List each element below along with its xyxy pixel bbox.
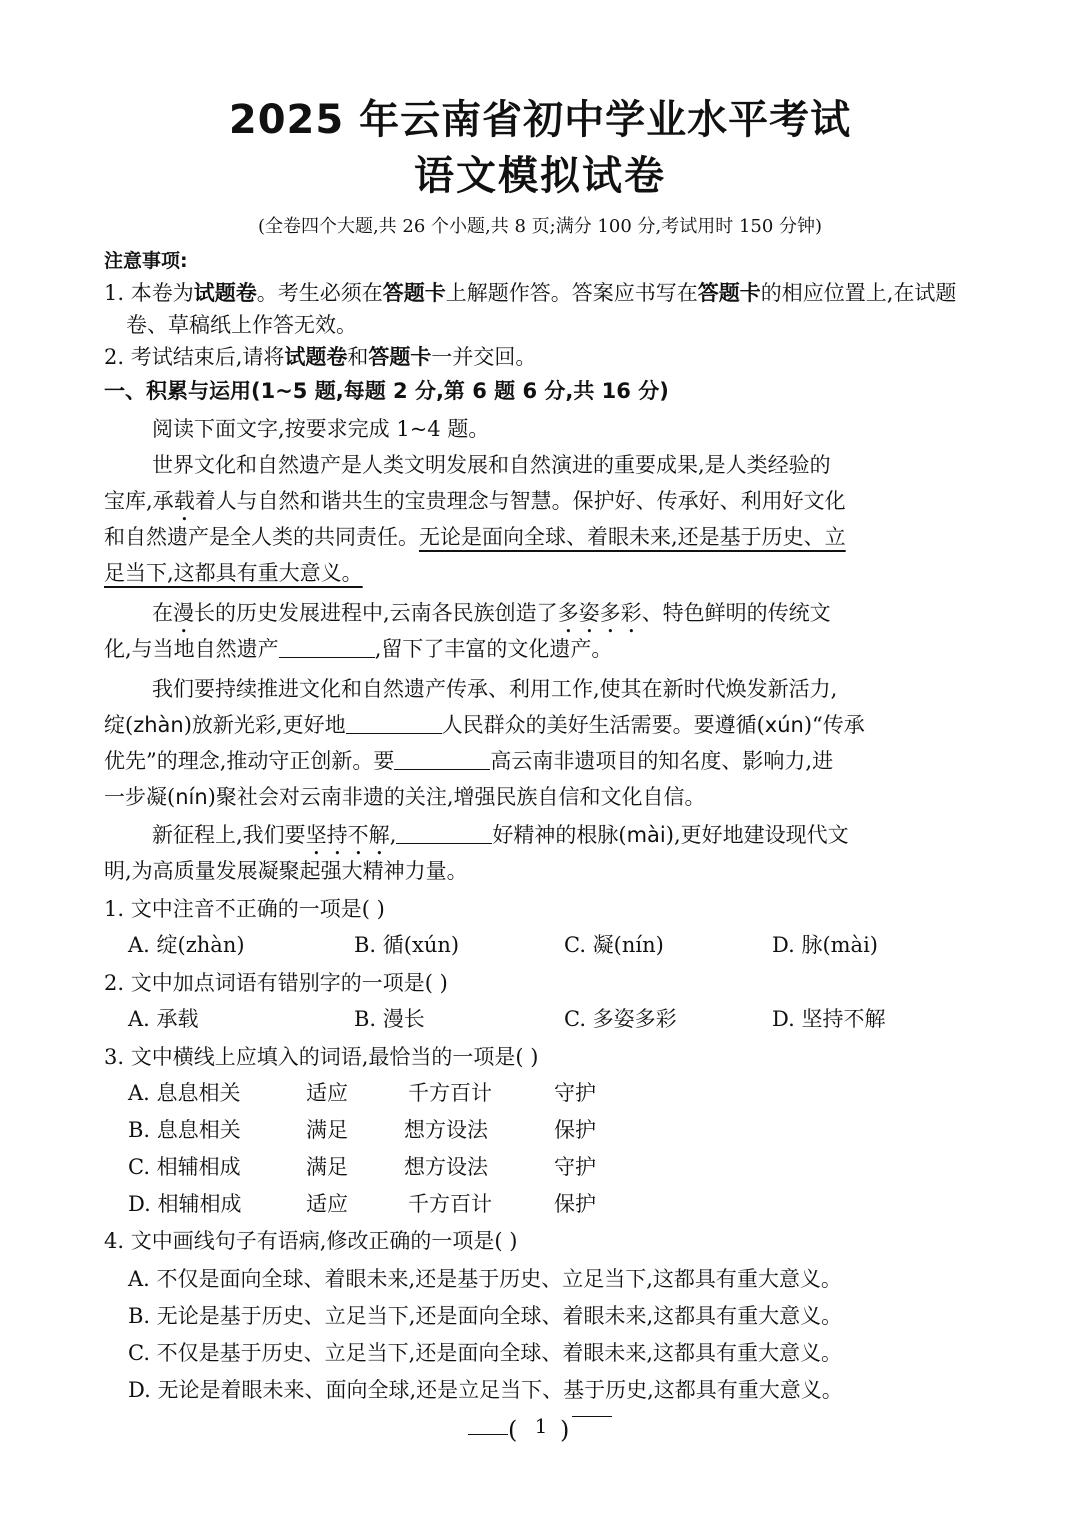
q3-option-b-word: 想方设法 — [404, 1118, 488, 1142]
q3-option-a[interactable]: A. 息息相关 — [128, 1081, 241, 1105]
q1-option-a[interactable]: A. 绽(zhàn) — [128, 933, 245, 957]
dotted-word: 载 — [173, 489, 195, 513]
underlined-sentence: 足当下,这都具有重大意义。 — [104, 561, 363, 585]
q3-option-b-word: 满足 — [306, 1118, 348, 1142]
passage-text: )聚社会对云南非遗的关注,增强民族自信和文化自信。 — [207, 785, 706, 809]
fill-blank[interactable] — [346, 711, 442, 734]
dotted-word: 坚持不解 — [305, 823, 390, 847]
notice-text: 的相应位置上,在试题 — [760, 281, 957, 305]
q3-option-d-word: 千方百计 — [408, 1192, 492, 1216]
exam-subtitle: 语文模拟试卷 — [414, 153, 666, 199]
passage-text: , — [389, 823, 397, 847]
q1-option-d[interactable]: D. 脉(mài) — [772, 933, 878, 957]
q3-option-d[interactable]: D. 相辅相成 — [128, 1192, 242, 1216]
q3-option-d-word: 适应 — [306, 1192, 348, 1216]
passage-line: 我们要持续推进文化和自然遗产传承、利用工作,使其在新时代焕发新活力, — [152, 677, 838, 701]
q1-option-c[interactable]: C. 凝(nín) — [564, 933, 664, 957]
section-heading: 一、积累与运用(1~5 题,每题 2 分,第 6 题 6 分,共 16 分) — [104, 379, 669, 403]
q4-option-d[interactable]: D. 无论是着眼未来、面向全球,还是立足当下、基于历史,这都具有重大意义。 — [128, 1378, 843, 1402]
notice-bold: 答题卡 — [368, 345, 432, 369]
q3-option-c-word: 守护 — [554, 1155, 596, 1179]
q4-option-c[interactable]: C. 不仅是基于历史、立足当下,还是面向全球、着眼未来,这都具有重大意义。 — [128, 1341, 843, 1365]
notice-bold: 答题卡 — [382, 281, 446, 305]
passage-text: 人民群众的美好生活需要。要遵循( — [441, 713, 765, 737]
notice-text: 一并交回。 — [431, 345, 537, 369]
passage-text: 绽( — [104, 713, 134, 737]
passage-line — [104, 522, 846, 552]
q2-option-a[interactable]: A. 承载 — [128, 1007, 199, 1031]
passage-line — [104, 746, 833, 776]
q3-option-c[interactable]: C. 相辅相成 — [128, 1155, 241, 1179]
q4-option-a[interactable]: A. 不仅是面向全球、着眼未来,还是基于历史、立足当下,这都具有重大意义。 — [128, 1267, 842, 1291]
passage-text: ),更好地建设现代文 — [665, 823, 849, 847]
q1-option-b[interactable]: B. 循(xún) — [354, 933, 460, 957]
passage-line — [152, 598, 831, 638]
footer-paren-right: ) — [560, 1416, 570, 1444]
passage-line — [104, 558, 363, 588]
passage-text: 新征程上,我们要 — [152, 823, 306, 847]
passage-text: 一步凝( — [104, 785, 176, 809]
passage-line — [104, 634, 612, 664]
page-footer — [468, 1412, 618, 1448]
passage-text: 宝库,承 — [104, 489, 174, 513]
footer-rule-right — [572, 1416, 612, 1417]
q2-option-b[interactable]: B. 漫长 — [354, 1007, 425, 1031]
pinyin: mài — [626, 823, 666, 847]
q3-option-c-word: 满足 — [306, 1155, 348, 1179]
passage-text: 优先”的理念,推动守正创新。要 — [104, 749, 395, 773]
notice-bold: 试题卷 — [284, 345, 348, 369]
pinyin: nín — [175, 785, 208, 809]
passage-line: 世界文化和自然遗产是人类文明发展和自然演进的重要成果,是人类经验的 — [152, 453, 831, 477]
footer-rule-left — [468, 1434, 508, 1435]
q3-option-c-word: 想方设法 — [404, 1155, 488, 1179]
question-3: 3. 文中横线上应填入的词语,最恰当的一项是( ) — [104, 1045, 539, 1069]
notice-text: 。考生必须在 — [256, 281, 383, 305]
passage-line — [152, 820, 849, 860]
q2-option-c[interactable]: C. 多姿多彩 — [564, 1007, 677, 1031]
q3-option-d-word: 保护 — [554, 1192, 596, 1216]
question-1: 1. 文中注音不正确的一项是( ) — [104, 897, 385, 921]
notice-bold: 答题卡 — [697, 281, 761, 305]
dotted-word: 多姿多彩 — [557, 601, 642, 625]
notice-text: 和 — [347, 345, 369, 369]
passage-text: 着人与自然和谐共生的宝贵理念与智慧。保护好、传承好、利用好文化 — [194, 489, 846, 513]
notice-text: 1. 本卷为 — [104, 281, 194, 305]
underlined-sentence: 无论是面向全球、着眼未来,还是基于历史、立 — [419, 525, 846, 549]
fill-blank[interactable] — [394, 747, 490, 770]
notice-text: 2. 考试结束后,请将 — [104, 345, 285, 369]
q3-option-a-word: 千方百计 — [408, 1081, 492, 1105]
passage-text: 好精神的根脉( — [492, 823, 627, 847]
notice-heading: 注意事项: — [104, 250, 188, 272]
passage-text: ,留下了丰富的文化遗产。 — [374, 637, 613, 661]
passage-text: 高云南非遗项目的知名度、影响力,进 — [490, 749, 834, 773]
fill-blank[interactable] — [396, 821, 492, 844]
q3-option-a-word: 适应 — [306, 1081, 348, 1105]
passage-text: 化,与当地自然遗产 — [104, 637, 279, 661]
notice-item-1-cont: 卷、草稿纸上作答无效。 — [126, 313, 357, 337]
question-2: 2. 文中加点词语有错别字的一项是( ) — [104, 971, 448, 995]
exam-title: 2025 年云南省初中学业水平考试 — [228, 97, 852, 143]
q3-option-b-word: 保护 — [554, 1118, 596, 1142]
q2-option-d[interactable]: D. 坚持不解 — [772, 1007, 886, 1031]
passage-line: 明,为高质量发展凝聚起强大精神力量。 — [104, 859, 468, 883]
question-4: 4. 文中画线句子有语病,修改正确的一项是( ) — [104, 1229, 518, 1253]
passage-text: 和自然遗产是全人类的共同责任。 — [104, 525, 419, 549]
q4-option-b[interactable]: B. 无论是基于历史、立足当下,还是面向全球、着眼未来,这都具有重大意义。 — [128, 1304, 843, 1328]
dotted-word: 漫 — [173, 601, 194, 625]
pinyin: zhàn — [133, 713, 184, 737]
passage-text: )放新光彩,更好地 — [183, 713, 346, 737]
q3-option-b[interactable]: B. 息息相关 — [128, 1118, 241, 1142]
notice-item-2 — [104, 342, 536, 372]
passage-text: )“传承 — [803, 713, 865, 737]
passage-text: 在 — [152, 601, 173, 625]
notice-bold: 试题卷 — [193, 281, 257, 305]
page-number: 1 — [534, 1414, 548, 1438]
pinyin: xún — [764, 713, 804, 737]
passage-line — [104, 710, 865, 740]
section-intro: 阅读下面文字,按要求完成 1~4 题。 — [152, 417, 490, 441]
fill-blank[interactable] — [279, 635, 375, 658]
notice-item-1 — [104, 278, 956, 308]
passage-text: 长的历史发展进程中,云南各民族创造了 — [194, 601, 558, 625]
passage-text: 、特色鲜明的传统文 — [641, 601, 831, 625]
notice-text: 上解题作答。答案应书写在 — [445, 281, 698, 305]
passage-line — [104, 486, 846, 526]
q3-option-a-word: 守护 — [554, 1081, 596, 1105]
exam-info: (全卷四个大题,共 26 个小题,共 8 页;满分 100 分,考试用时 150 分钟) — [257, 216, 823, 237]
footer-paren-left: ( — [508, 1416, 518, 1444]
passage-line — [104, 782, 706, 812]
